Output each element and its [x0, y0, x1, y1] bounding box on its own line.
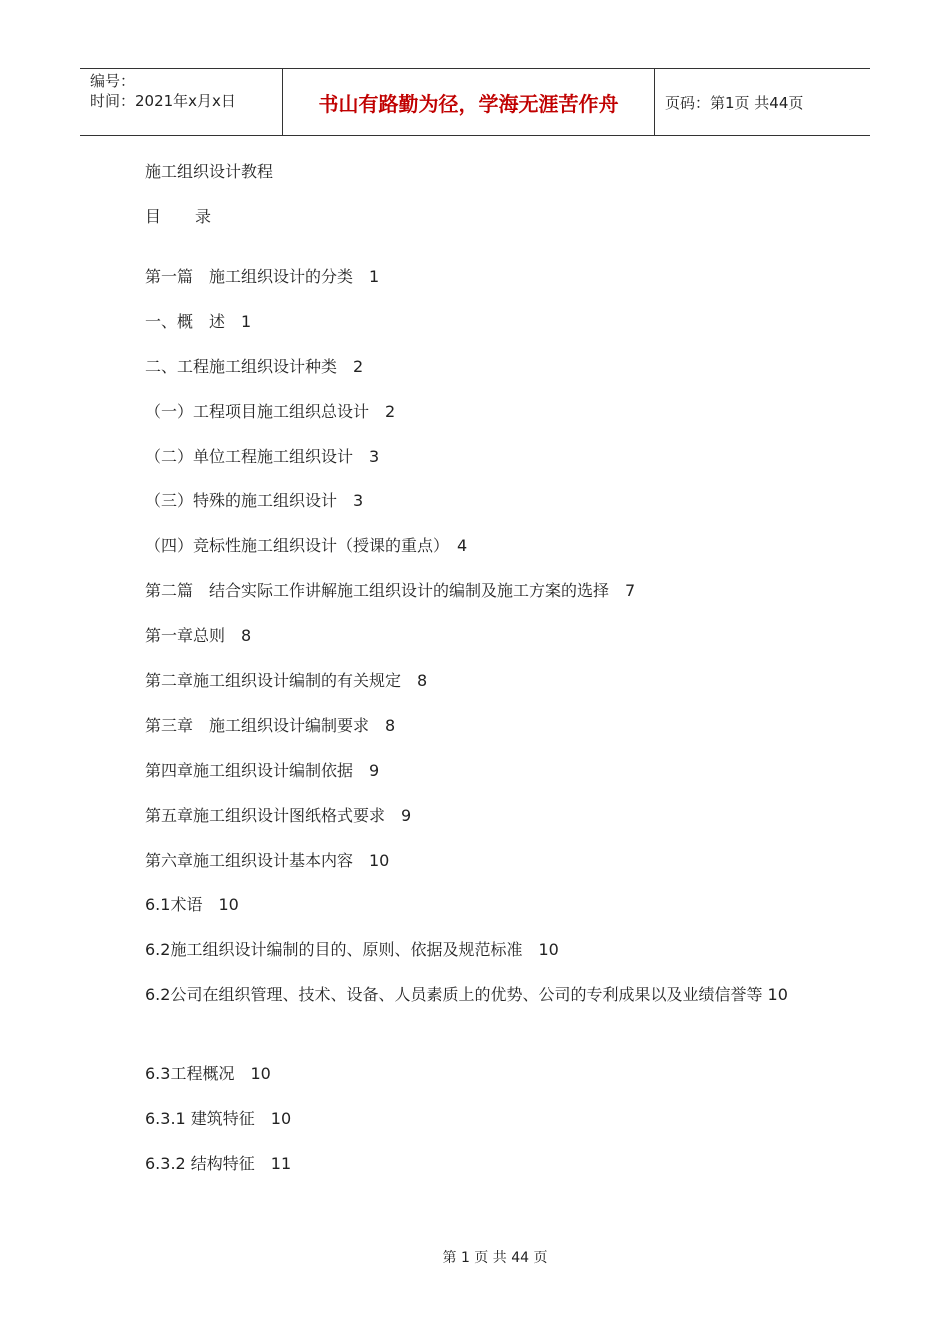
page-header [80, 68, 870, 136]
page-footer: 第 1 页 共 44 页 [442, 1250, 548, 1266]
toc-item: 6.3.2 结构特征 11 [145, 1153, 292, 1173]
number-label: 编号： [90, 72, 136, 90]
toc-item: 第六章施工组织设计基本内容 10 [145, 850, 390, 870]
toc-item: 6.3.1 建筑特征 10 [145, 1108, 292, 1128]
toc-item: 第四章施工组织设计编制依据 9 [145, 760, 380, 780]
toc-item: 6.3工程概况 10 [145, 1064, 271, 1084]
toc-item: 第二篇 结合实际工作讲解施工组织设计的编制及施工方案的选择 7 [145, 581, 636, 601]
toc-item: （二）单位工程施工组织设计 3 [145, 446, 380, 466]
toc-item: 第三章 施工组织设计编制要求 8 [145, 715, 396, 735]
header-page-info: 页码：第1页 共44页 [665, 93, 804, 112]
toc-item: 第五章施工组织设计图纸格式要求 9 [145, 805, 412, 825]
header-left-cell [80, 69, 282, 135]
toc-item: 第一章总则 8 [145, 626, 252, 646]
toc-item: 第二章施工组织设计编制的有关规定 8 [145, 671, 428, 691]
toc-item: 二、工程施工组织设计种类 2 [145, 356, 364, 376]
toc-item: （一）工程项目施工组织总设计 2 [145, 401, 396, 421]
toc-item: 第一篇 施工组织设计的分类 1 [145, 267, 380, 286]
toc-item: 一、概 述 1 [145, 311, 252, 331]
header-motto: 书山有路勤为径，学海无涯苦作舟 [282, 69, 655, 135]
toc-item: 6.2施工组织设计编制的目的、原则、依据及规范标准 10 [145, 940, 559, 960]
toc-item: （三）特殊的施工组织设计 3 [145, 491, 364, 511]
time-label: 时间：2021年x月x日 [90, 92, 236, 110]
toc-item: （四）竞标性施工组织设计（授课的重点） 4 [145, 536, 468, 556]
toc-heading: 目录 [145, 207, 246, 226]
table-of-contents [145, 266, 805, 1198]
document-title: 施工组织设计教程 [145, 162, 274, 181]
toc-item: 6.1术语 10 [145, 895, 239, 915]
toc-item: 6.2公司在组织管理、技术、设备、人员素质上的优势、公司的专利成果以及业绩信誉等 10 [145, 985, 788, 1005]
